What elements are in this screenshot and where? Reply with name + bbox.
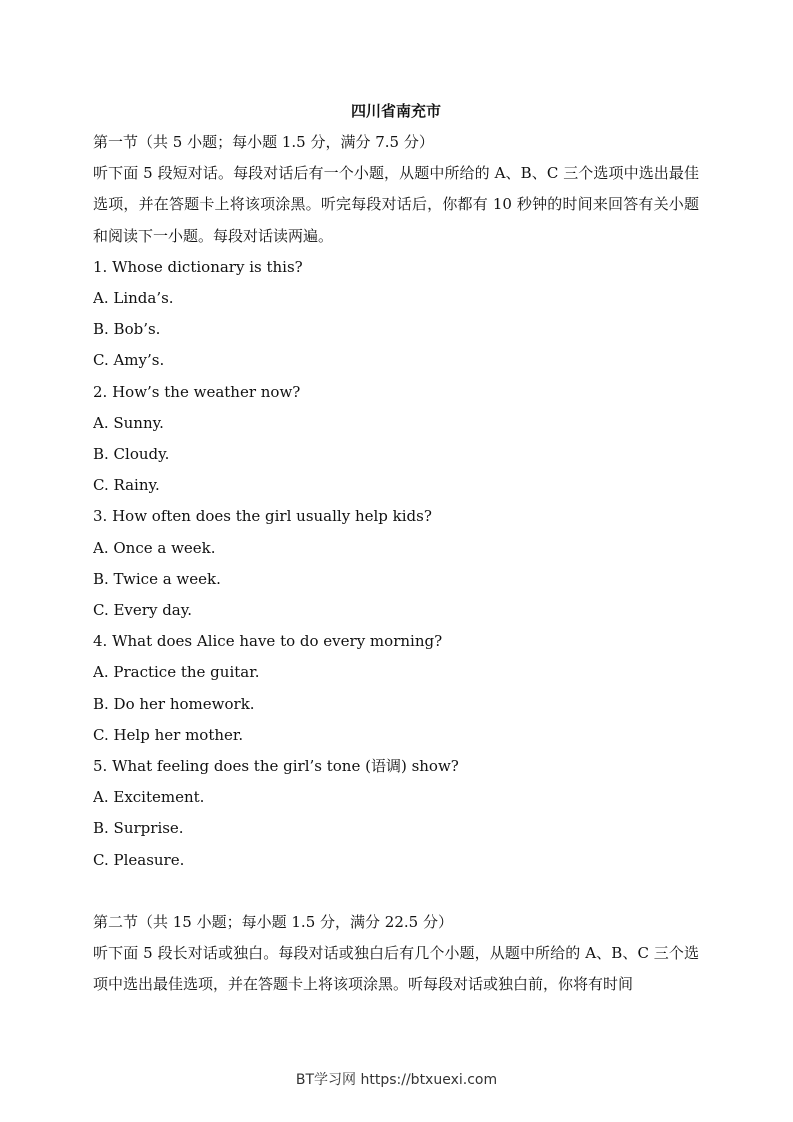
question-stem: 5. What feeling does the girl’s tone (语调) show? [93,757,459,776]
option-b: B. Do her homework. [93,694,255,713]
question-stem: 4. What does Alice have to do every morning? [93,632,443,651]
question-5 [93,751,699,876]
question-2 [93,377,699,502]
document-title: 四川省南充市 [350,102,441,120]
section2-heading: 第二节（共 15 小题；每小题 1.5 分，满分 22.5 分） [93,913,453,932]
option-a: A. Linda’s. [93,289,174,308]
option-c: C. Pleasure. [93,850,185,869]
question-stem: 1. Whose dictionary is this? [93,257,303,276]
option-a: A. Practice the guitar. [93,663,260,682]
option-c: C. Every day. [93,601,192,620]
document-content [93,96,699,1001]
option-a: A. Sunny. [93,413,164,432]
section2-instructions: 听下面 5 段长对话或独白。每段对话或独白后有几个小题，从题中所给的 A、B、C 三个选项中选出最佳选项，并在答题卡上将该项涂黑。听每段对话或独白前，你将有时间 [93,944,699,994]
section1-heading: 第一节（共 5 小题；每小题 1.5 分，满分 7.5 分） [93,133,434,151]
option-c: C. Rainy. [93,476,160,495]
option-b: B. Twice a week. [93,569,221,588]
option-b: B. Cloudy. [93,445,170,464]
question-stem: 2. How’s the weather now? [93,382,301,401]
option-c: C. Amy’s. [93,351,165,370]
option-a: A. Excitement. [93,788,205,807]
option-b: B. Surprise. [93,819,184,838]
question-1 [93,252,699,377]
question-stem: 3. How often does the girl usually help kids? [93,507,432,526]
section-gap [93,876,699,907]
question-3 [93,501,699,626]
page-footer: BT学习网 https://btxuexi.com [295,1072,498,1088]
question-4 [93,626,699,751]
section1-instructions: 听下面 5 段短对话。每段对话后有一个小题，从题中所给的 A、B、C 三个选项中选出最佳选项，并在答题卡上将该项涂黑。听完每段对话后，你都有 10 秒钟的时间来回答有关小题和阅读下一小题。每段对话读两遍。 [93,164,699,245]
option-a: A. Once a week. [93,538,216,557]
option-c: C. Help her mother. [93,725,244,744]
option-b: B. Bob’s. [93,320,161,339]
